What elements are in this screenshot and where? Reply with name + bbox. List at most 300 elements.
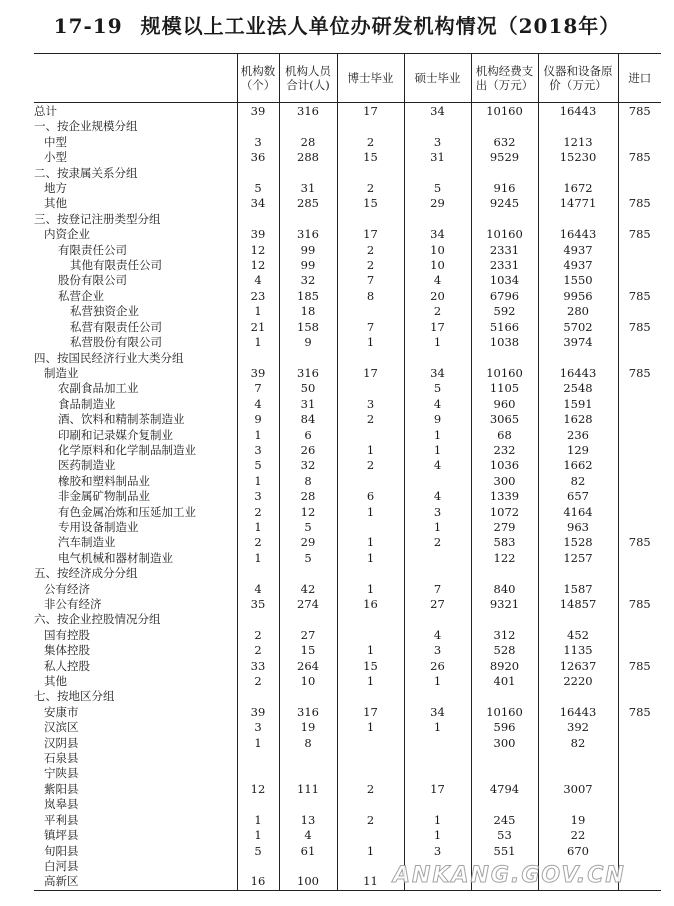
table-cell: [404, 797, 471, 812]
table-cell: 22: [538, 828, 618, 843]
table-cell: 657: [538, 489, 618, 504]
table-cell: 13: [279, 813, 337, 828]
row-label: 集体控股: [44, 643, 90, 658]
table-row: [34, 412, 661, 427]
table-cell: [618, 181, 661, 196]
table-cell: 840: [471, 582, 538, 597]
table-cell: 3: [404, 135, 471, 150]
table-cell: 963: [538, 520, 618, 535]
table-row: [34, 551, 661, 566]
table-cell: [404, 551, 471, 566]
table-cell: 632: [471, 135, 538, 150]
table-cell: [471, 751, 538, 766]
table-row: [34, 135, 661, 150]
table-cell: 27: [279, 628, 337, 643]
table-cell: [237, 797, 279, 812]
table-cell: [538, 612, 618, 627]
table-cell: [618, 813, 661, 828]
table-cell: 12637: [538, 659, 618, 674]
row-label: 股份有限公司: [58, 273, 127, 288]
table-row: [34, 720, 661, 735]
row-label: 制造业: [44, 365, 79, 380]
table-cell: 2: [404, 304, 471, 319]
table-cell: [618, 304, 661, 319]
table-cell: 82: [538, 474, 618, 489]
table-cell: 11: [337, 874, 404, 890]
table-cell: 1662: [538, 458, 618, 473]
table-cell: 21: [237, 320, 279, 335]
table-cell: 4: [279, 828, 337, 843]
table-cell: 1: [237, 520, 279, 535]
table-cell: 1628: [538, 412, 618, 427]
row-label: 旬阳县: [44, 843, 79, 858]
table-cell: 3: [404, 643, 471, 658]
row-label: 石泉县: [44, 751, 79, 766]
table-cell: 2: [237, 505, 279, 520]
table-cell: 300: [471, 736, 538, 751]
table-cell: [618, 582, 661, 597]
table-cell: 9245: [471, 196, 538, 211]
table-cell: 5: [279, 551, 337, 566]
table-cell: 10160: [471, 366, 538, 381]
table-cell: 2548: [538, 381, 618, 396]
table-cell: 4: [404, 628, 471, 643]
table-cell: 5166: [471, 320, 538, 335]
table-row: [34, 351, 661, 366]
table-cell: 15230: [538, 150, 618, 165]
row-label: 私营独资企业: [70, 304, 139, 319]
table-cell: 3: [337, 397, 404, 412]
table-cell: 288: [279, 150, 337, 165]
table-cell: [618, 443, 661, 458]
row-label: 汉滨区: [44, 720, 79, 735]
table-cell: 17: [404, 782, 471, 797]
table-cell: 15: [337, 196, 404, 211]
table-cell: 16443: [538, 227, 618, 242]
table-cell: 17: [337, 705, 404, 720]
table-cell: [337, 766, 404, 781]
table-cell: 17: [337, 227, 404, 242]
table-cell: 2: [337, 135, 404, 150]
header-cell: 硕士毕业: [404, 54, 471, 103]
table-cell: [471, 689, 538, 704]
table-cell: [618, 212, 661, 227]
table-cell: [279, 212, 337, 227]
table-cell: [618, 674, 661, 689]
table-cell: 68: [471, 428, 538, 443]
table-cell: 245: [471, 813, 538, 828]
table-cell: [538, 566, 618, 581]
table-cell: 17: [337, 103, 404, 120]
table-cell: 16443: [538, 366, 618, 381]
table-cell: 36: [237, 150, 279, 165]
row-label: 医药制造业: [58, 458, 116, 473]
table-row: [34, 474, 661, 489]
table-cell: 39: [237, 366, 279, 381]
row-label: 宁陕县: [44, 766, 79, 781]
table-row: [34, 366, 661, 381]
row-label: 中型: [44, 134, 67, 149]
table-cell: 2: [337, 181, 404, 196]
table-cell: [279, 566, 337, 581]
table-cell: 1: [337, 551, 404, 566]
table-cell: 26: [404, 659, 471, 674]
table-cell: 785: [618, 705, 661, 720]
row-label: 二、按隶属关系分组: [34, 165, 138, 180]
table-cell: [404, 566, 471, 581]
table-cell: 34: [237, 196, 279, 211]
row-label: 小型: [44, 150, 67, 165]
table-cell: 9: [237, 412, 279, 427]
table-row: [34, 103, 661, 120]
table-cell: [404, 212, 471, 227]
table-row: [34, 597, 661, 612]
table-cell: [337, 119, 404, 134]
table-row: [34, 196, 661, 211]
header-row: [34, 54, 661, 103]
table-cell: 452: [538, 628, 618, 643]
table-row: [34, 397, 661, 412]
table-cell: 2: [404, 535, 471, 550]
table-row: [34, 428, 661, 443]
table-cell: [279, 689, 337, 704]
row-label: 一、按企业规模分组: [34, 119, 138, 134]
table-row: [34, 212, 661, 227]
table-cell: 1: [404, 828, 471, 843]
table-cell: [471, 119, 538, 134]
table-cell: 5: [237, 181, 279, 196]
table-cell: [337, 797, 404, 812]
table-cell: 5702: [538, 320, 618, 335]
table-cell: 592: [471, 304, 538, 319]
table-row: [34, 304, 661, 319]
table-cell: [538, 797, 618, 812]
table-cell: [404, 474, 471, 489]
row-label: 六、按企业控股情况分组: [34, 612, 161, 627]
row-label: 有限责任公司: [58, 242, 127, 257]
table-cell: 1591: [538, 397, 618, 412]
table-cell: [337, 166, 404, 181]
header-cell: 博士毕业: [337, 54, 404, 103]
table-cell: [618, 119, 661, 134]
table-row: [34, 150, 661, 165]
row-label: 内资企业: [44, 227, 90, 242]
row-label: 私营股份有限公司: [70, 335, 162, 350]
table-cell: 1105: [471, 381, 538, 396]
table-cell: 785: [618, 597, 661, 612]
table-cell: [471, 766, 538, 781]
row-label: 汉阴县: [44, 735, 79, 750]
row-label: 农副食品加工业: [58, 381, 139, 396]
table-cell: 785: [618, 196, 661, 211]
header-cell: [34, 54, 237, 103]
row-label: 酒、饮料和精制茶制造业: [58, 412, 185, 427]
table-cell: 28: [279, 489, 337, 504]
table-cell: [279, 766, 337, 781]
table-cell: 9: [404, 412, 471, 427]
table-cell: 1: [337, 335, 404, 350]
table-cell: [337, 428, 404, 443]
table-cell: 19: [279, 720, 337, 735]
table-cell: 129: [538, 443, 618, 458]
table-cell: 39: [237, 705, 279, 720]
table-cell: 401: [471, 674, 538, 689]
table-cell: 1135: [538, 643, 618, 658]
table-cell: [538, 166, 618, 181]
table-cell: 1: [237, 335, 279, 350]
row-label: 岚皋县: [44, 797, 79, 812]
row-label: 有色金属冶炼和压延加工业: [58, 504, 196, 519]
table-cell: [618, 258, 661, 273]
table-cell: 7: [337, 320, 404, 335]
table-cell: 27: [404, 597, 471, 612]
table-cell: 16443: [538, 705, 618, 720]
table-cell: 312: [471, 628, 538, 643]
table-cell: [618, 844, 661, 859]
table-cell: 1: [404, 335, 471, 350]
table-cell: [279, 119, 337, 134]
table-cell: 3974: [538, 335, 618, 350]
table-cell: 12: [237, 782, 279, 797]
table-cell: 84: [279, 412, 337, 427]
table-cell: 10160: [471, 705, 538, 720]
table-cell: 1: [237, 736, 279, 751]
table-cell: 3007: [538, 782, 618, 797]
table-cell: 3: [237, 135, 279, 150]
table-cell: 785: [618, 289, 661, 304]
table-cell: 1550: [538, 273, 618, 288]
table-cell: 185: [279, 289, 337, 304]
table-cell: 16: [337, 597, 404, 612]
table-cell: 1528: [538, 535, 618, 550]
row-label: 国有控股: [44, 627, 90, 642]
table-cell: 2: [237, 535, 279, 550]
table-cell: 1: [404, 443, 471, 458]
table-cell: 31: [279, 397, 337, 412]
table-cell: 10160: [471, 103, 538, 120]
table-cell: 14771: [538, 196, 618, 211]
table-row: [34, 335, 661, 350]
table-cell: [237, 212, 279, 227]
row-label: 专用设备制造业: [58, 519, 139, 534]
table-cell: [538, 119, 618, 134]
table-cell: [237, 751, 279, 766]
table-cell: [471, 612, 538, 627]
table-cell: 3: [404, 505, 471, 520]
table-cell: [538, 689, 618, 704]
table-cell: [337, 212, 404, 227]
table-cell: [237, 612, 279, 627]
table-row: [34, 628, 661, 643]
row-label: 私营有限责任公司: [70, 319, 162, 334]
table-cell: 7: [337, 273, 404, 288]
table-row: [34, 289, 661, 304]
table-cell: 15: [337, 150, 404, 165]
table-cell: 9529: [471, 150, 538, 165]
table-cell: 232: [471, 443, 538, 458]
site-watermark: ANKANG.GOV.CN: [393, 863, 626, 888]
table-cell: 32: [279, 458, 337, 473]
table-cell: [618, 474, 661, 489]
table-cell: 2331: [471, 258, 538, 273]
table-cell: [618, 166, 661, 181]
table-cell: [538, 751, 618, 766]
table-cell: [237, 689, 279, 704]
table-cell: 34: [404, 227, 471, 242]
table-cell: [337, 304, 404, 319]
row-label: 公有经济: [44, 581, 90, 596]
table-cell: 29: [279, 535, 337, 550]
table-cell: 1587: [538, 582, 618, 597]
table-cell: 6: [279, 428, 337, 443]
table-body: [34, 103, 661, 891]
row-label: 私人控股: [44, 658, 90, 673]
table-cell: 7: [237, 381, 279, 396]
row-label: 镇坪县: [44, 828, 79, 843]
table-row: [34, 612, 661, 627]
table-cell: 1: [237, 428, 279, 443]
table-cell: 12: [279, 505, 337, 520]
table-cell: 99: [279, 243, 337, 258]
table-cell: 100: [279, 874, 337, 890]
table-row: [34, 227, 661, 242]
table-cell: 1: [337, 443, 404, 458]
table-cell: [618, 412, 661, 427]
table-cell: 2331: [471, 243, 538, 258]
table-row: [34, 782, 661, 797]
table-row: [34, 736, 661, 751]
table-cell: [471, 166, 538, 181]
table-cell: [237, 119, 279, 134]
table-cell: [337, 612, 404, 627]
table-cell: [618, 505, 661, 520]
table-cell: [471, 566, 538, 581]
table-cell: [618, 566, 661, 581]
table-cell: 1: [404, 813, 471, 828]
table-cell: [404, 751, 471, 766]
table-cell: 34: [404, 366, 471, 381]
table-cell: 18: [279, 304, 337, 319]
table-cell: 99: [279, 258, 337, 273]
row-label: 地方: [44, 181, 67, 196]
table-cell: 31: [404, 150, 471, 165]
table-cell: 50: [279, 381, 337, 396]
table-cell: 2: [337, 782, 404, 797]
table-row: [34, 258, 661, 273]
table-cell: [618, 797, 661, 812]
table-cell: 10: [404, 243, 471, 258]
table-cell: 5: [237, 458, 279, 473]
row-label: 化学原料和化学制品制造业: [58, 442, 196, 457]
table-cell: 2: [237, 643, 279, 658]
table-cell: [237, 166, 279, 181]
table-cell: 4937: [538, 243, 618, 258]
table-cell: 2: [237, 674, 279, 689]
table-cell: [618, 720, 661, 735]
table-cell: 785: [618, 659, 661, 674]
table-cell: 4: [404, 458, 471, 473]
table-cell: 785: [618, 150, 661, 165]
row-label: 非公有经济: [44, 597, 102, 611]
table-cell: 4: [237, 273, 279, 288]
table-cell: 583: [471, 535, 538, 550]
table-cell: 2220: [538, 674, 618, 689]
table-row: [34, 705, 661, 720]
table-cell: 392: [538, 720, 618, 735]
table-cell: 31: [279, 181, 337, 196]
table-cell: [618, 751, 661, 766]
table-cell: 1: [237, 813, 279, 828]
row-label: 四、按国民经济行业大类分组: [34, 350, 184, 365]
table-cell: [404, 689, 471, 704]
table-cell: 960: [471, 397, 538, 412]
table-cell: [237, 566, 279, 581]
table-cell: 1: [337, 505, 404, 520]
table-cell: 20: [404, 289, 471, 304]
table-cell: 9321: [471, 597, 538, 612]
table-cell: 53: [471, 828, 538, 843]
table-cell: 19: [538, 813, 618, 828]
table-cell: 279: [471, 520, 538, 535]
row-label: 平利县: [44, 812, 79, 827]
table-cell: 2: [337, 243, 404, 258]
table-cell: 785: [618, 103, 661, 120]
table-cell: [337, 474, 404, 489]
table-cell: 5: [404, 181, 471, 196]
table-cell: 4164: [538, 505, 618, 520]
table-cell: [337, 520, 404, 535]
table-cell: 285: [279, 196, 337, 211]
table-cell: [237, 351, 279, 366]
table-cell: 17: [337, 366, 404, 381]
table-cell: 10: [404, 258, 471, 273]
table-title: [0, 10, 674, 39]
table-cell: 34: [404, 705, 471, 720]
table-row: [34, 844, 661, 859]
table-cell: [279, 612, 337, 627]
table-row: [34, 273, 661, 288]
table-cell: [279, 751, 337, 766]
row-label: 电气机械和器材制造业: [58, 550, 173, 565]
table-cell: 23: [237, 289, 279, 304]
table-cell: 5: [279, 520, 337, 535]
table-row: [34, 566, 661, 581]
table-cell: 15: [337, 659, 404, 674]
table-cell: [237, 766, 279, 781]
table-cell: 316: [279, 366, 337, 381]
table-row: [34, 520, 661, 535]
table-number: 17-19: [53, 14, 123, 38]
table-cell: [404, 119, 471, 134]
table-cell: 1036: [471, 458, 538, 473]
table-cell: [618, 736, 661, 751]
table-cell: 4: [404, 397, 471, 412]
table-cell: 17: [404, 320, 471, 335]
row-label: 七、按地区分组: [34, 689, 115, 704]
table-cell: 1038: [471, 335, 538, 350]
table-cell: 1: [404, 428, 471, 443]
table-row: [34, 674, 661, 689]
table-cell: [471, 351, 538, 366]
table-cell: 1: [337, 535, 404, 550]
table-cell: [237, 859, 279, 874]
row-label: 非金属矿物制品业: [58, 489, 150, 504]
table-cell: 1: [337, 674, 404, 689]
table-cell: 274: [279, 597, 337, 612]
table-cell: 1: [237, 304, 279, 319]
table-cell: 14857: [538, 597, 618, 612]
table-cell: 316: [279, 103, 337, 120]
